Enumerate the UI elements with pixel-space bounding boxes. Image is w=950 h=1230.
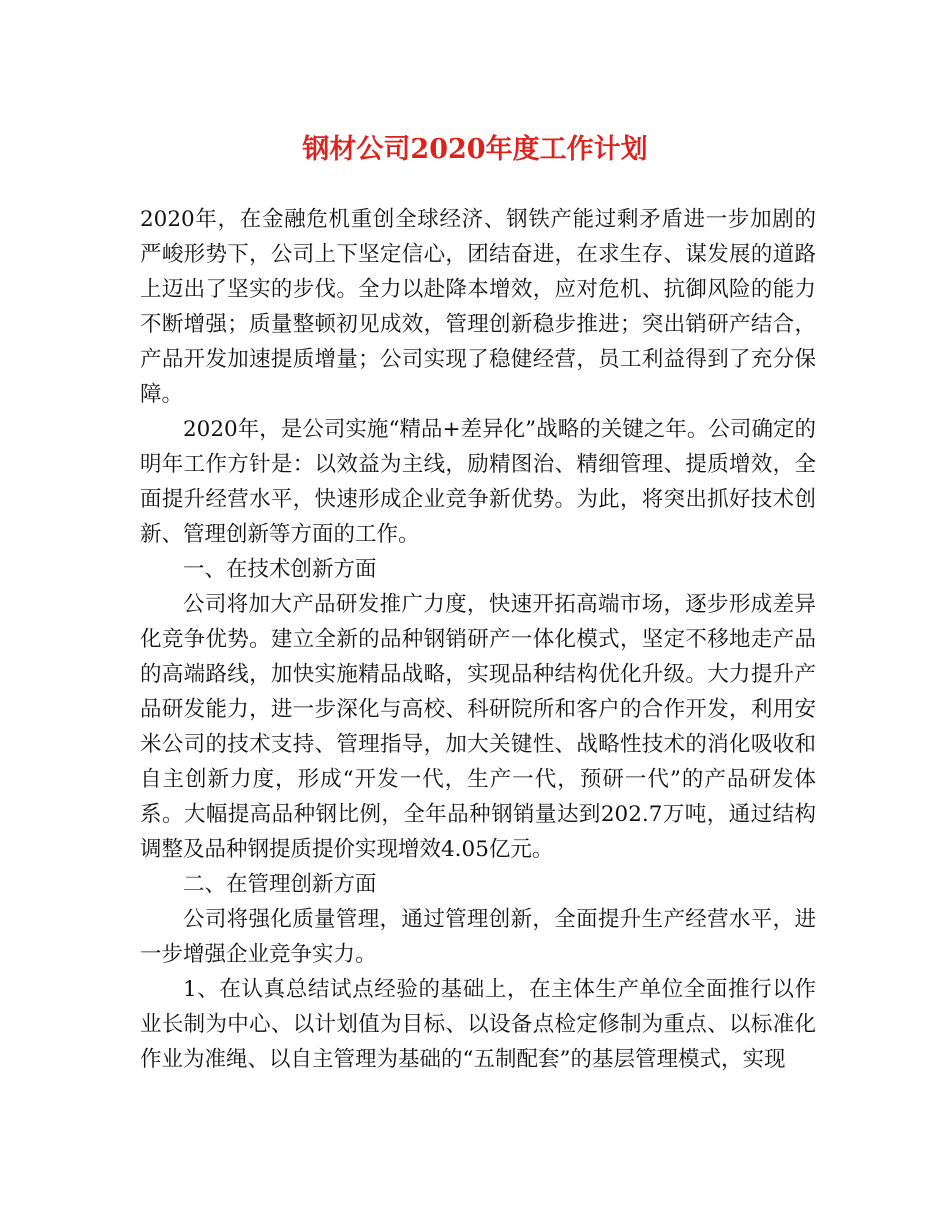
paragraph-1: 2020年，在金融危机重创全球经济、钢铁产能过剩矛盾进一步加剧的严峻形势下，公司上下坚定信心，团结奋进，在求生存、谋发展的道路上迈出了坚实的步伐。全力以赴降本增效，应对危机、抗御风险的能力不断增强；质量整顿初见成效，管理创新稳步推进；突出销研产结合，产品开发加速提质增量；公司实现了稳健经营，员工利益得到了充分保障。 [140,207,816,407]
document-title: 钢材公司2020年度工作计划 [302,134,648,165]
paragraph-5: 1、在认真总结试点经验的基础上，在主体生产单位全面推行以作业长制为中心、以计划值为目标、以设备点检定修制为重点、以标准化作业为准绳、以自主管理为基础的“五制配套”的基层管理模式，实现 [140,977,816,1072]
paragraph-2: 2020年，是公司实施“精品+差异化”战略的关键之年。公司确定的明年工作方针是：以效益为主线，励精图治、精细管理、提质增效，全面提升经营水平，快速形成企业竞争新优势。为此，将突出抓好技术创新、管理创新等方面的工作。 [140,417,816,547]
section-heading-management-innovation: 二、在管理创新方面 [183,872,377,897]
section-heading-tech-innovation: 一、在技术创新方面 [183,557,377,582]
paragraph-4: 公司将强化质量管理，通过管理创新，全面提升生产经营水平，进一步增强企业竞争实力。 [140,907,816,967]
document-body [140,202,816,1077]
paragraph-3: 公司将加大产品研发推广力度，快速开拓高端市场，逐步形成差异化竞争优势。建立全新的品种钢销研产一体化模式，坚定不移地走产品的高端路线，加快实施精品战略，实现品种结构优化升级。大力提升产品研发能力，进一步深化与高校、科研院所和客户的合作开发，利用安米公司的技术支持、管理指导，加大关键性、战略性技术的消化吸收和自主创新力度，形成“开发一代，生产一代，预研一代”的产品研发体系。大幅提高品种钢比例，全年品种钢销量达到202.7万吨，通过结构调整及品种钢提质提价实现增效4.05亿元。 [140,592,816,862]
